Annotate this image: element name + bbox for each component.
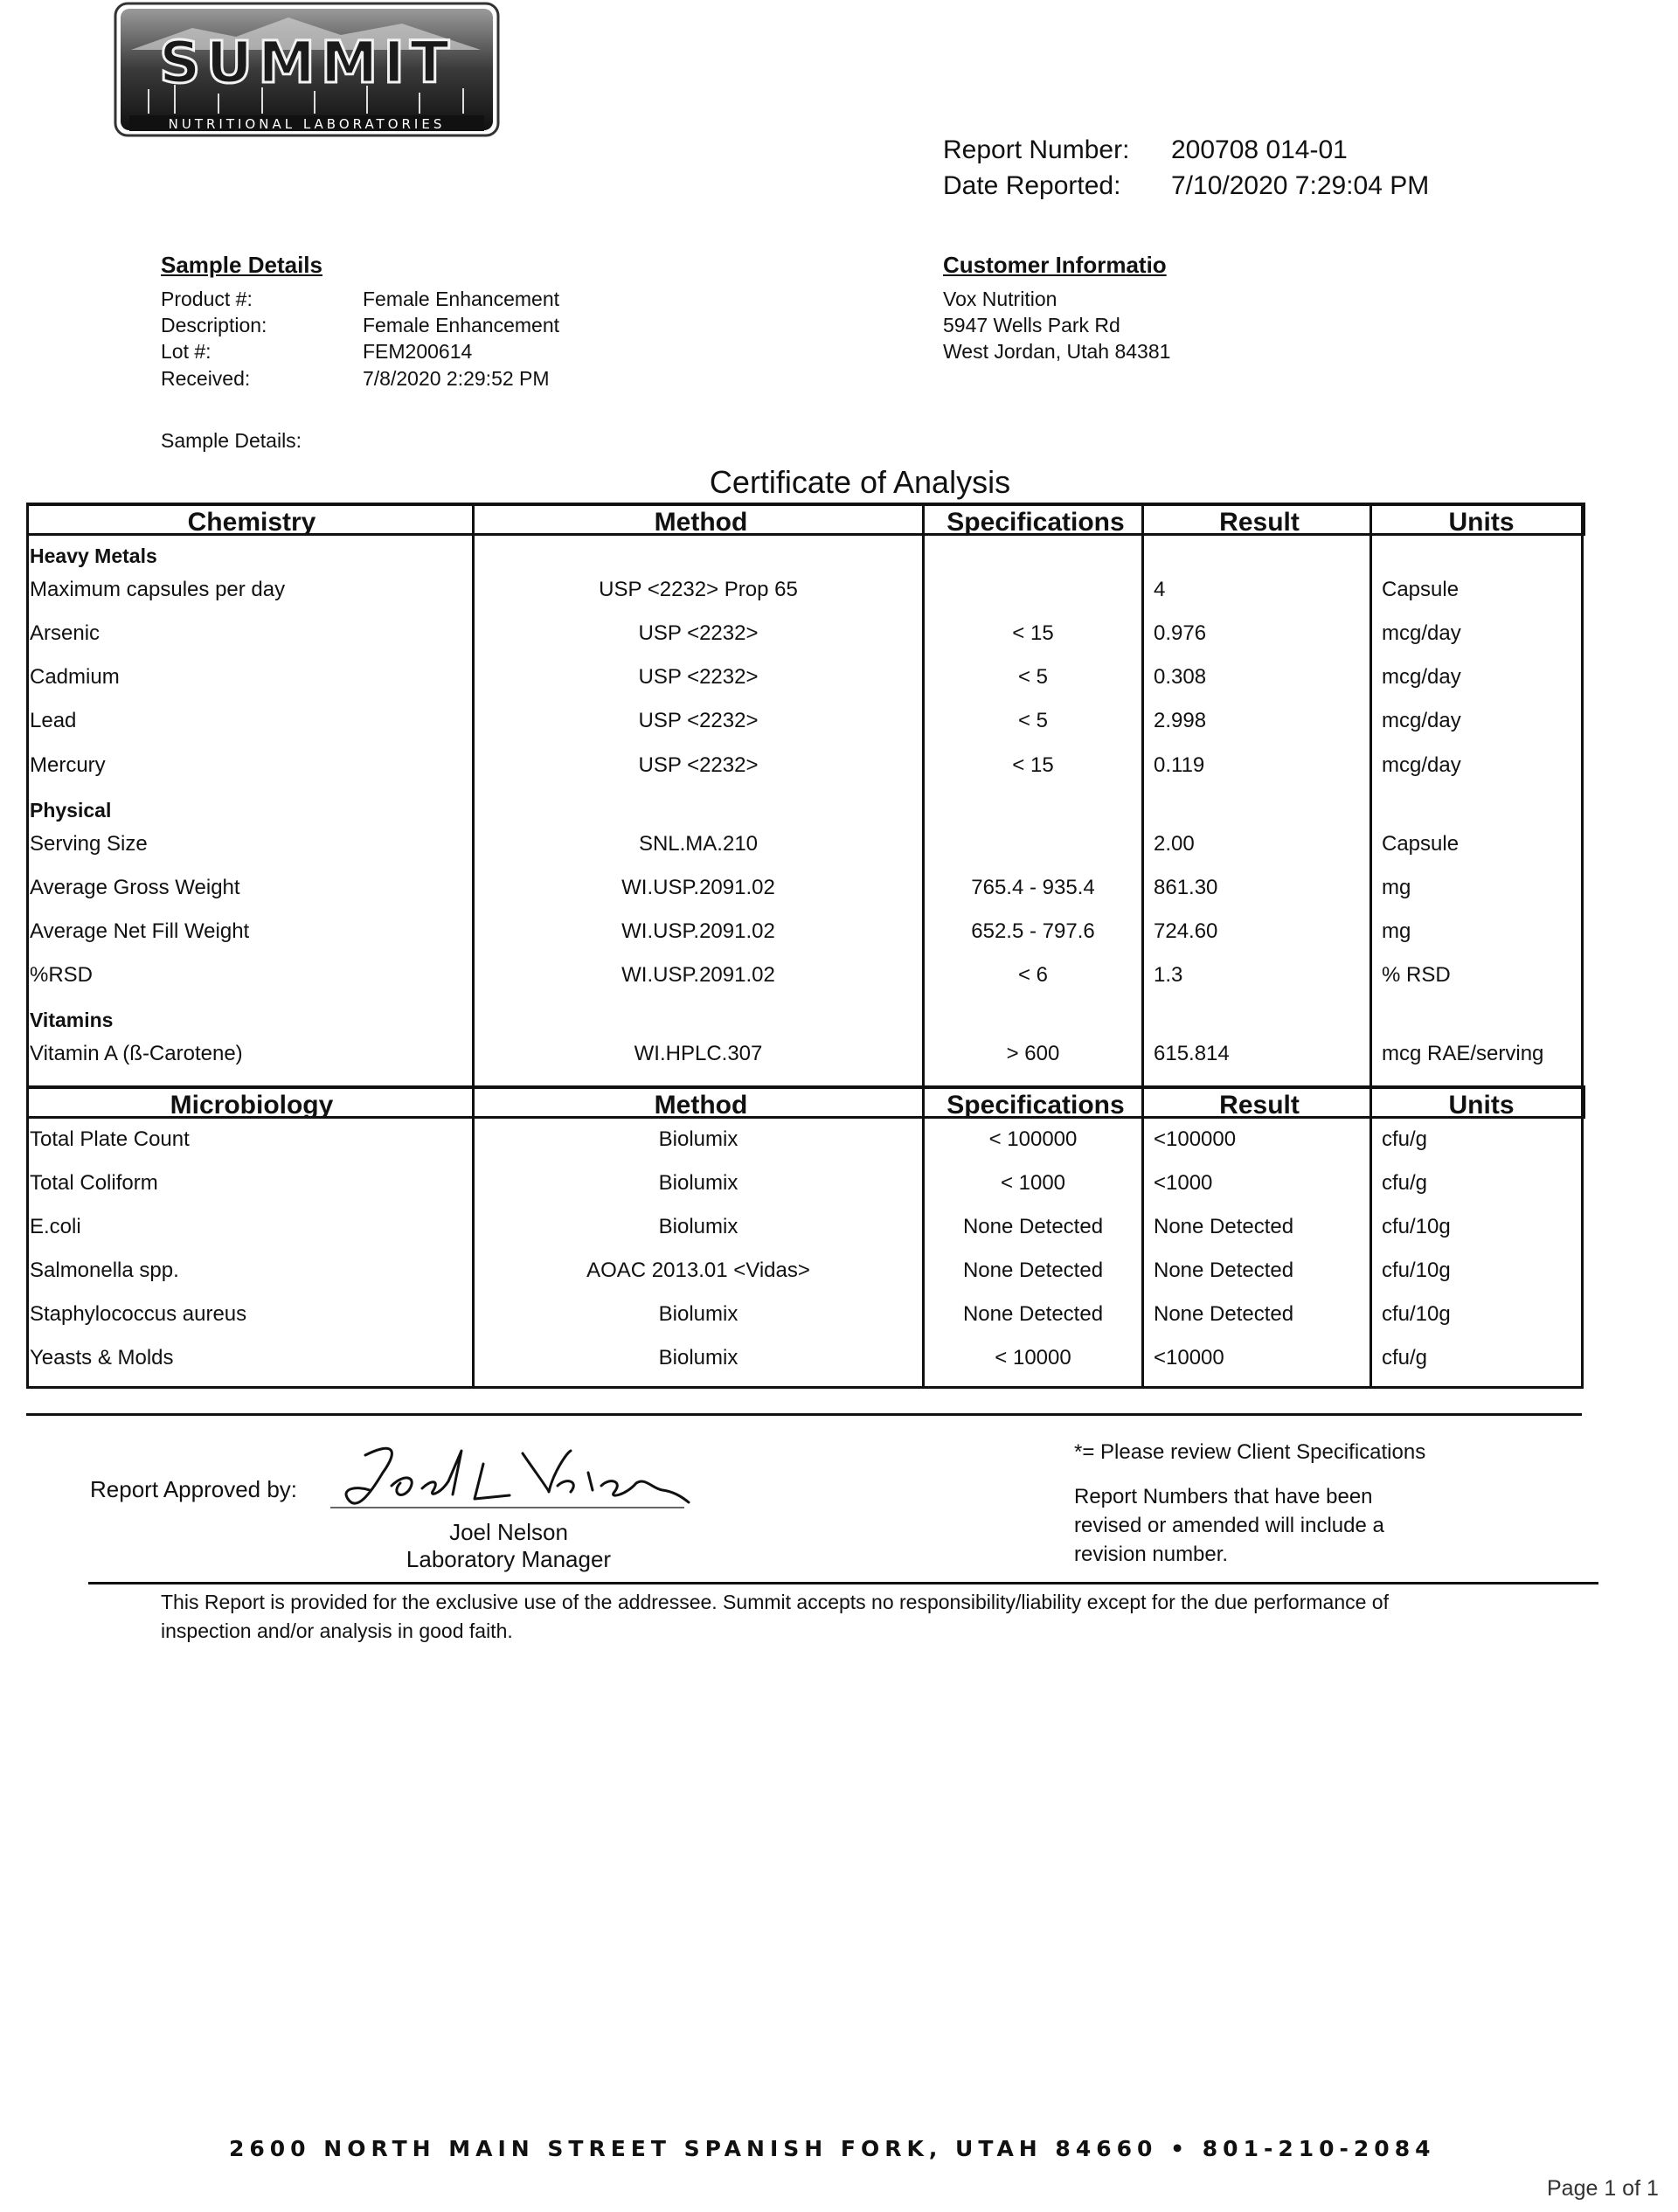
category-heavy-metals: Heavy Metals [30,544,157,567]
sample-value-description: Female Enhancement [363,314,560,336]
footer-address: 2600 NORTH MAIN STREET SPANISH FORK, UTAH 84660 • 801-210-2084 [229,2136,1436,2161]
table-cell-analyte: Vitamin A (ß-Carotene) [30,1042,243,1065]
sample-value-product: Female Enhancement [363,288,560,310]
approver-name: Joel Nelson [449,1519,568,1545]
table-cell-analyte: Staphylococcus aureus [30,1302,247,1326]
table-cell-analyte: Salmonella spp. [30,1259,179,1282]
col-result: Result [1219,1091,1300,1120]
column-divider [1141,503,1144,1085]
table-cell-units: cfu/10g [1382,1259,1451,1282]
col-specifications: Specifications [946,508,1125,537]
revision-note-line-3: revision number. [1074,1543,1229,1566]
table-cell-analyte: Maximum capsules per day [30,578,286,601]
table-cell-analyte: %RSD [30,963,94,987]
table-cell-result: 2.998 [1154,709,1207,732]
table-cell-result: 861.30 [1154,876,1218,899]
table-cell-spec: < 5 [1017,709,1049,732]
table-cell-method: AOAC 2013.01 <Vidas> [586,1259,810,1282]
table-cell-units: mcg/day [1382,709,1461,732]
revision-note-line-1: Report Numbers that have been [1074,1485,1373,1508]
table-cell-analyte: Cadmium [30,665,120,689]
signature [330,1438,697,1521]
table-cell-method: WI.USP.2091.02 [621,876,775,899]
category-physical: Physical [30,799,112,822]
sample-details-heading: Sample Details [161,252,322,278]
col-units: Units [1448,508,1515,537]
table-cell-result: 724.60 [1154,919,1218,943]
table-cell-units: mg [1382,876,1411,899]
table-cell-spec: None Detected [962,1302,1104,1326]
page-number: Page 1 of 1 [1547,2176,1659,2201]
table-cell-result: 4 [1154,578,1166,601]
date-reported-value: 7/10/2020 7:29:04 PM [1171,171,1430,200]
table-cell-result: <1000 [1154,1171,1213,1195]
table-cell-units: mcg/day [1382,665,1461,689]
table-cell-spec: < 100000 [988,1127,1078,1151]
logo-subtitle: NUTRITIONAL LABORATORIES [168,116,446,132]
table-cell-spec: < 6 [1017,963,1049,987]
approver-title: Laboratory Manager [406,1546,612,1572]
column-divider [1369,1085,1372,1389]
table-cell-method: WI.USP.2091.02 [621,919,775,943]
table-cell-spec: < 15 [1012,621,1054,645]
table-cell-units: mcg RAE/serving [1382,1042,1544,1065]
disclaimer-line-1: This Report is provided for the exclusive use of the addressee. Summit accepts no responsibility/liability except for the due performance of [161,1591,1389,1613]
customer-info-heading: Customer Informatio [943,252,1167,278]
approved-by-label: Report Approved by: [90,1476,298,1502]
column-divider [922,503,925,1085]
table-cell-method: USP <2232> Prop 65 [599,578,798,601]
client-spec-note: *= Please review Client Specifications [1074,1440,1426,1464]
table-cell-result: 615.814 [1154,1042,1230,1065]
table-cell-units: cfu/g [1382,1171,1428,1195]
table-cell-analyte: Total Coliform [30,1171,158,1195]
table-border-bottom [26,1386,1584,1389]
table-cell-spec: < 5 [1017,665,1049,689]
report-number-label: Report Number: [943,135,1130,164]
sample-value-received: 7/8/2020 2:29:52 PM [363,367,550,390]
table-cell-result: <10000 [1154,1346,1224,1369]
customer-street: 5947 Wells Park Rd [943,314,1120,336]
table-cell-method: WI.HPLC.307 [634,1042,763,1065]
section-divider [26,1413,1582,1416]
table-cell-units: % RSD [1382,963,1451,987]
microbiology-table [26,1085,1585,1389]
table-cell-analyte: Total Plate Count [30,1127,190,1151]
table-cell-units: cfu/10g [1382,1302,1451,1326]
table-cell-result: None Detected [1154,1259,1294,1282]
col-microbiology: Microbiology [170,1091,334,1120]
table-cell-method: SNL.MA.210 [638,832,759,856]
summit-logo [114,2,500,137]
sample-value-lot: FEM200614 [363,340,473,363]
table-cell-method: Biolumix [658,1215,738,1238]
sample-details-label: Sample Details: [161,429,302,452]
table-cell-spec: None Detected [962,1259,1104,1282]
revision-note-line-2: revised or amended will include a [1074,1514,1384,1537]
col-specifications: Specifications [946,1091,1125,1120]
table-cell-units: Capsule [1382,832,1460,856]
report-number-value: 200708 014-01 [1171,135,1348,164]
table-cell-method: Biolumix [658,1302,738,1326]
table-cell-spec: 765.4 - 935.4 [971,876,1095,899]
table-cell-result: <100000 [1154,1127,1237,1151]
table-cell-result: 2.00 [1154,832,1195,856]
sample-label-description: Description: [161,314,267,336]
table-cell-result: None Detected [1154,1215,1294,1238]
table-border-right [1581,503,1584,1085]
disclaimer-divider [88,1582,1598,1584]
table-cell-spec: > 600 [1006,1042,1060,1065]
table-cell-analyte: Yeasts & Molds [30,1346,174,1369]
table-cell-result: 0.119 [1154,753,1205,777]
col-method: Method [654,508,748,537]
table-cell-method: USP <2232> [638,753,759,777]
table-cell-analyte: E.coli [30,1215,81,1238]
column-divider [1369,503,1372,1085]
table-cell-analyte: Arsenic [30,621,101,645]
table-border-left [26,503,29,1085]
microbiology-header-row [26,1085,1585,1119]
table-cell-result: 0.308 [1154,665,1207,689]
table-cell-result: 0.976 [1154,621,1207,645]
table-cell-method: USP <2232> [638,665,759,689]
col-result: Result [1219,508,1300,537]
table-cell-units: mg [1382,919,1411,943]
table-cell-spec: < 15 [1012,753,1054,777]
table-cell-method: Biolumix [658,1346,738,1369]
table-cell-method: USP <2232> [638,709,759,732]
table-cell-analyte: Average Gross Weight [30,876,240,899]
customer-name: Vox Nutrition [943,288,1057,310]
table-cell-method: USP <2232> [638,621,759,645]
table-cell-units: cfu/g [1382,1346,1428,1369]
table-border-left [26,1085,29,1389]
category-vitamins: Vitamins [30,1009,114,1031]
table-cell-spec: 652.5 - 797.6 [971,919,1095,943]
table-cell-units: mcg/day [1382,621,1461,645]
table-cell-result: 1.3 [1154,963,1183,987]
sample-label-lot: Lot #: [161,340,211,363]
table-cell-spec: < 10000 [995,1346,1071,1369]
table-cell-spec: None Detected [962,1215,1104,1238]
certificate-title: Certificate of Analysis [709,464,1011,500]
table-cell-units: mcg/day [1382,753,1461,777]
chemistry-header-row [26,503,1585,536]
customer-city: West Jordan, Utah 84381 [943,340,1171,363]
table-cell-method: WI.USP.2091.02 [621,963,775,987]
table-border-right [1581,1085,1584,1389]
disclaimer-line-2: inspection and/or analysis in good faith. [161,1619,513,1642]
table-cell-method: Biolumix [658,1171,738,1195]
col-chemistry: Chemistry [187,508,316,537]
table-cell-spec: < 1000 [1000,1171,1066,1195]
col-units: Units [1448,1091,1515,1120]
col-method: Method [654,1091,748,1120]
column-divider [1141,1085,1144,1389]
table-cell-method: Biolumix [658,1127,738,1151]
table-cell-analyte: Mercury [30,753,106,777]
table-cell-units: Capsule [1382,578,1460,601]
table-cell-analyte: Lead [30,709,77,732]
table-cell-units: cfu/g [1382,1127,1428,1151]
sample-label-received: Received: [161,367,251,390]
table-cell-analyte: Average Net Fill Weight [30,919,250,943]
table-cell-result: None Detected [1154,1302,1294,1326]
date-reported-label: Date Reported: [943,171,1121,200]
table-cell-units: cfu/10g [1382,1215,1451,1238]
sample-label-product: Product #: [161,288,253,310]
chemistry-table [26,503,1585,1085]
logo-wordmark: SUMMIT [158,29,455,96]
table-cell-analyte: Serving Size [30,832,148,856]
